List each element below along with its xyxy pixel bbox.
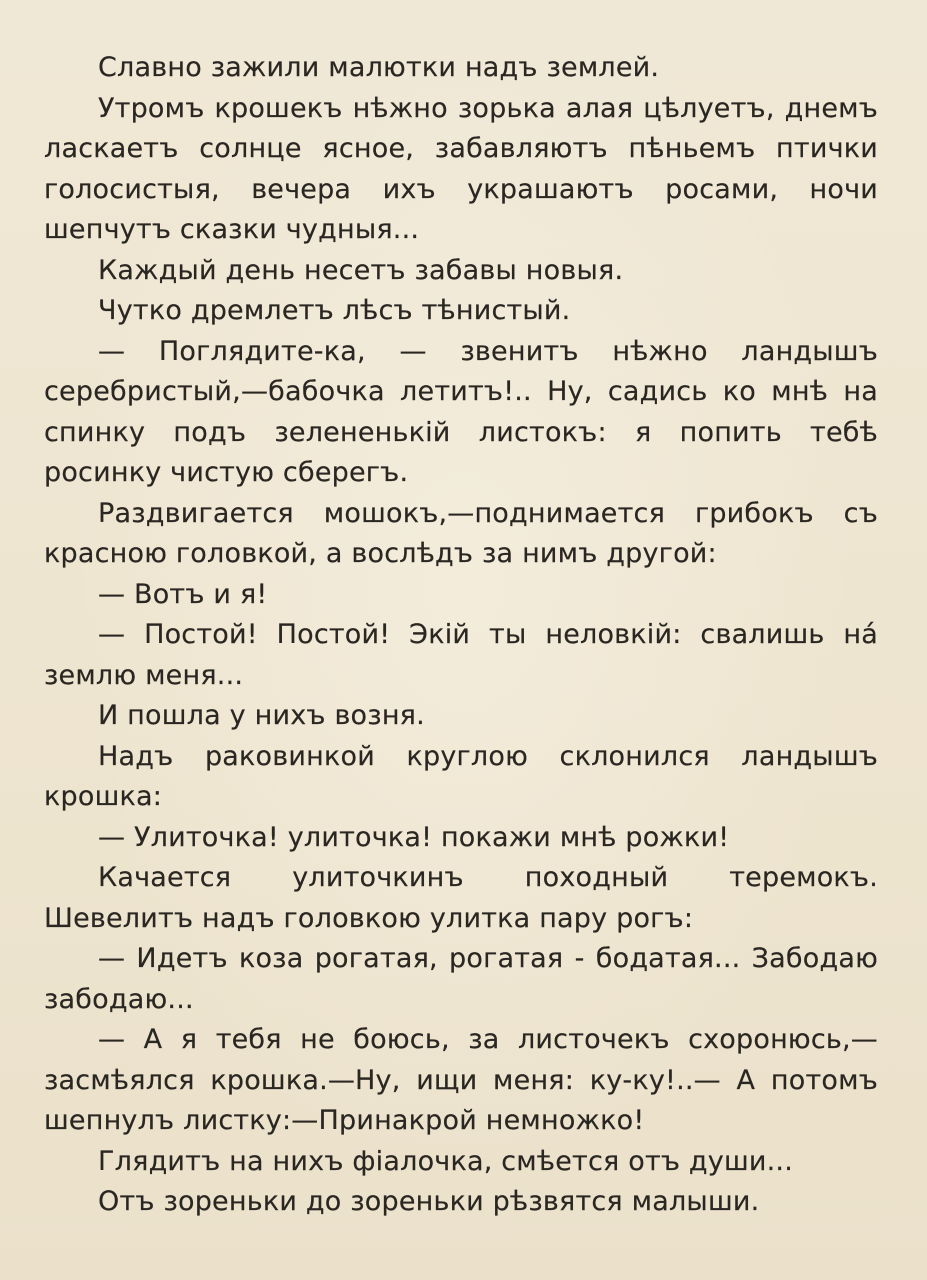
paragraph: Каждый день несетъ забавы новыя.: [98, 254, 624, 286]
paragraph: — Постой! Постой! Экій ты неловкій: свалишь нá землю меня...: [44, 619, 878, 691]
paragraph: — Вотъ и я!: [98, 578, 268, 610]
paragraph: Чутко дремлетъ лѣсъ тѣнистый.: [98, 295, 571, 326]
paragraph: Глядитъ на нихъ фіалочка, смѣется отъ души...: [98, 1145, 793, 1177]
paragraph: Качается улиточкинъ походный теремокъ. Шевелитъ надъ головкою улитка пару рогъ:: [44, 862, 878, 934]
paragraph: Раздвигается мошокъ,—поднимается грибокъ съ красною головкой, а вослѣдъ за нимъ другой:: [44, 497, 878, 569]
paragraph: — Поглядите-ка, — звенитъ нѣжно ландышъ серебристый,—бабочка летитъ!.. Ну, садись ко мнѣ на спинку подъ зелененькій листокъ: я попить тебѣ росинку чистую сберегъ.: [44, 335, 878, 488]
story-text: [44, 48, 878, 1223]
paragraph: Надъ раковинкой круглою склонился ландышъ крошка:: [44, 740, 878, 812]
paragraph: Славно зажили малютки надъ землей.: [98, 52, 660, 83]
paragraph: — Идетъ коза рогатая, рогатая - бодатая... Забодаю забодаю...: [44, 943, 878, 1015]
paragraph: Отъ зореньки до зореньки рѣзвятся малыши.: [98, 1186, 760, 1217]
paragraph: — А я тебя не боюсь, за листочекъ схоронюсь,—засмѣялся крошка.—Ну, ищи меня: ку-ку!..— А потомъ шепнулъ листку:—Принакрой немножко!: [44, 1024, 878, 1136]
paragraph: Утромъ крошекъ нѣжно зорька алая цѣлуетъ, днемъ ласкаетъ солнце ясное, забавляютъ пѣньемъ птички голосистыя, вечера ихъ украшаютъ росами, ночи шепчутъ сказки чудныя...: [44, 92, 878, 245]
paragraph: — Улиточка! улиточка! покажи мнѣ рожки!: [98, 821, 730, 853]
paragraph: И пошла у нихъ возня.: [98, 700, 425, 731]
